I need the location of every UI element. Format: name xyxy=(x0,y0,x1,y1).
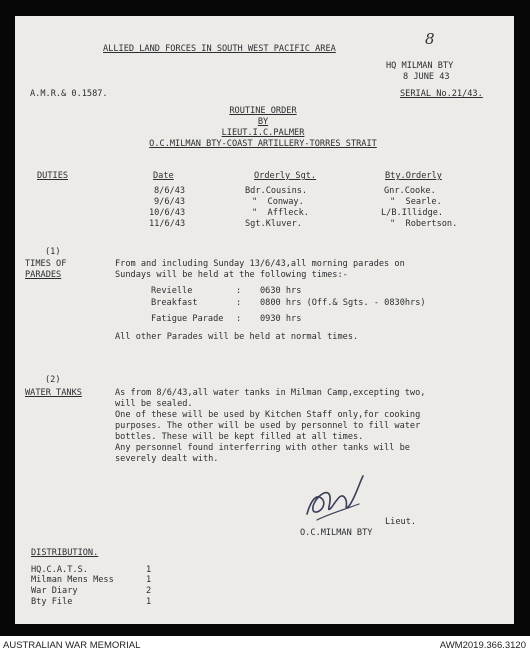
paragraph-line: One of these will be used by Kitchen Staff only,for cooking xyxy=(115,410,421,420)
section-number: (2) xyxy=(45,375,61,385)
order-title: ROUTINE ORDER xyxy=(229,106,297,116)
duty-date: 10/6/43 xyxy=(149,208,186,218)
duty-sgt: Bdr.Cousins. xyxy=(245,186,308,196)
handwritten-signature xyxy=(303,470,369,524)
hq-name: HQ MILMAN BTY xyxy=(386,61,454,71)
duty-sgt: Sgt.Kluver. xyxy=(245,219,302,229)
duty-date: 11/6/43 xyxy=(149,219,186,229)
duty-sgt: " Conway. xyxy=(252,197,304,207)
order-officer: LIEUT.I.C.PALMER xyxy=(221,128,305,138)
paragraph-line: Any personnel found interferring with other tanks will be xyxy=(115,443,410,453)
distribution-name: Milman Mens Mess xyxy=(31,575,114,585)
paragraph-line: All other Parades will be held at normal times. xyxy=(115,332,359,342)
signature-title: O.C.MILMAN BTY xyxy=(300,528,373,538)
duty-date: 8/6/43 xyxy=(154,186,186,196)
time-value: 0800 hrs (Off.& Sgts. - 0830hrs) xyxy=(260,298,426,308)
time-value: 0630 hrs xyxy=(260,286,302,296)
distribution-count: 2 xyxy=(146,586,152,596)
column-date: Date xyxy=(153,171,174,181)
distribution-name: Bty File xyxy=(31,597,73,607)
order-unit: O.C.MILMAN BTY-COAST ARTILLERY-TORRES STRAIT xyxy=(149,139,377,149)
time-label: Revielle xyxy=(151,286,193,296)
distribution-name: HQ.C.A.T.S. xyxy=(31,565,88,575)
section-heading: PARADES xyxy=(25,270,62,280)
duty-bty: " Robertson. xyxy=(390,219,458,229)
command-heading: ALLIED LAND FORCES IN SOUTH WEST PACIFIC AREA xyxy=(103,44,336,54)
paragraph-line: Sundays will be held at the following times:- xyxy=(115,270,348,280)
distribution-count: 1 xyxy=(146,565,152,575)
time-label: Breakfast xyxy=(151,298,198,308)
time-value: 0930 hrs xyxy=(260,314,302,324)
serial-number: SERIAL No.21/43. xyxy=(400,89,483,99)
handwritten-page-number: 8 xyxy=(425,30,435,48)
paragraph-line: purposes. The other will be used by personnel to fill water xyxy=(115,421,421,431)
paragraph-line: will be sealed. xyxy=(115,399,193,409)
duty-bty: " Searle. xyxy=(390,197,442,207)
distribution-name: War Diary xyxy=(31,586,78,596)
signature-rank: Lieut. xyxy=(385,517,417,527)
paragraph-line: As from 8/6/43,all water tanks in Milman Camp,excepting two, xyxy=(115,388,426,398)
column-bty-orderly: Bty.Orderly xyxy=(385,171,442,181)
column-orderly-sgt: Orderly Sgt. xyxy=(254,171,317,181)
document-date: 8 JUNE 43 xyxy=(403,72,450,82)
section-heading: TIMES OF xyxy=(25,259,67,269)
distribution-count: 1 xyxy=(146,597,152,607)
time-separator: : xyxy=(236,298,242,308)
order-by: BY xyxy=(257,117,269,127)
section-number: (1) xyxy=(45,247,61,257)
distribution-heading: DISTRIBUTION. xyxy=(31,548,99,558)
time-label: Fatigue Parade xyxy=(151,314,224,324)
duty-bty: L/B.Illidge. xyxy=(381,208,444,218)
reference-number: A.M.R.& 0.1587. xyxy=(30,89,108,99)
paragraph-line: bottles. These will be kept filled at all times. xyxy=(115,432,364,442)
paragraph-line: severely dealt with. xyxy=(115,454,219,464)
paragraph-line: From and including Sunday 13/6/43,all morning parades on xyxy=(115,259,405,269)
distribution-count: 1 xyxy=(146,575,152,585)
time-separator: : xyxy=(236,286,242,296)
duties-heading: DUTIES xyxy=(37,171,69,181)
section-heading: WATER TANKS xyxy=(25,388,82,398)
duty-date: 9/6/43 xyxy=(154,197,186,207)
footer-institution: AUSTRALIAN WAR MEMORIAL xyxy=(3,640,141,651)
time-separator: : xyxy=(236,314,242,324)
footer-accession: AWM2019.366.3120 xyxy=(439,640,526,651)
duty-bty: Gnr.Cooke. xyxy=(384,186,436,196)
duty-sgt: " Affleck. xyxy=(252,208,309,218)
